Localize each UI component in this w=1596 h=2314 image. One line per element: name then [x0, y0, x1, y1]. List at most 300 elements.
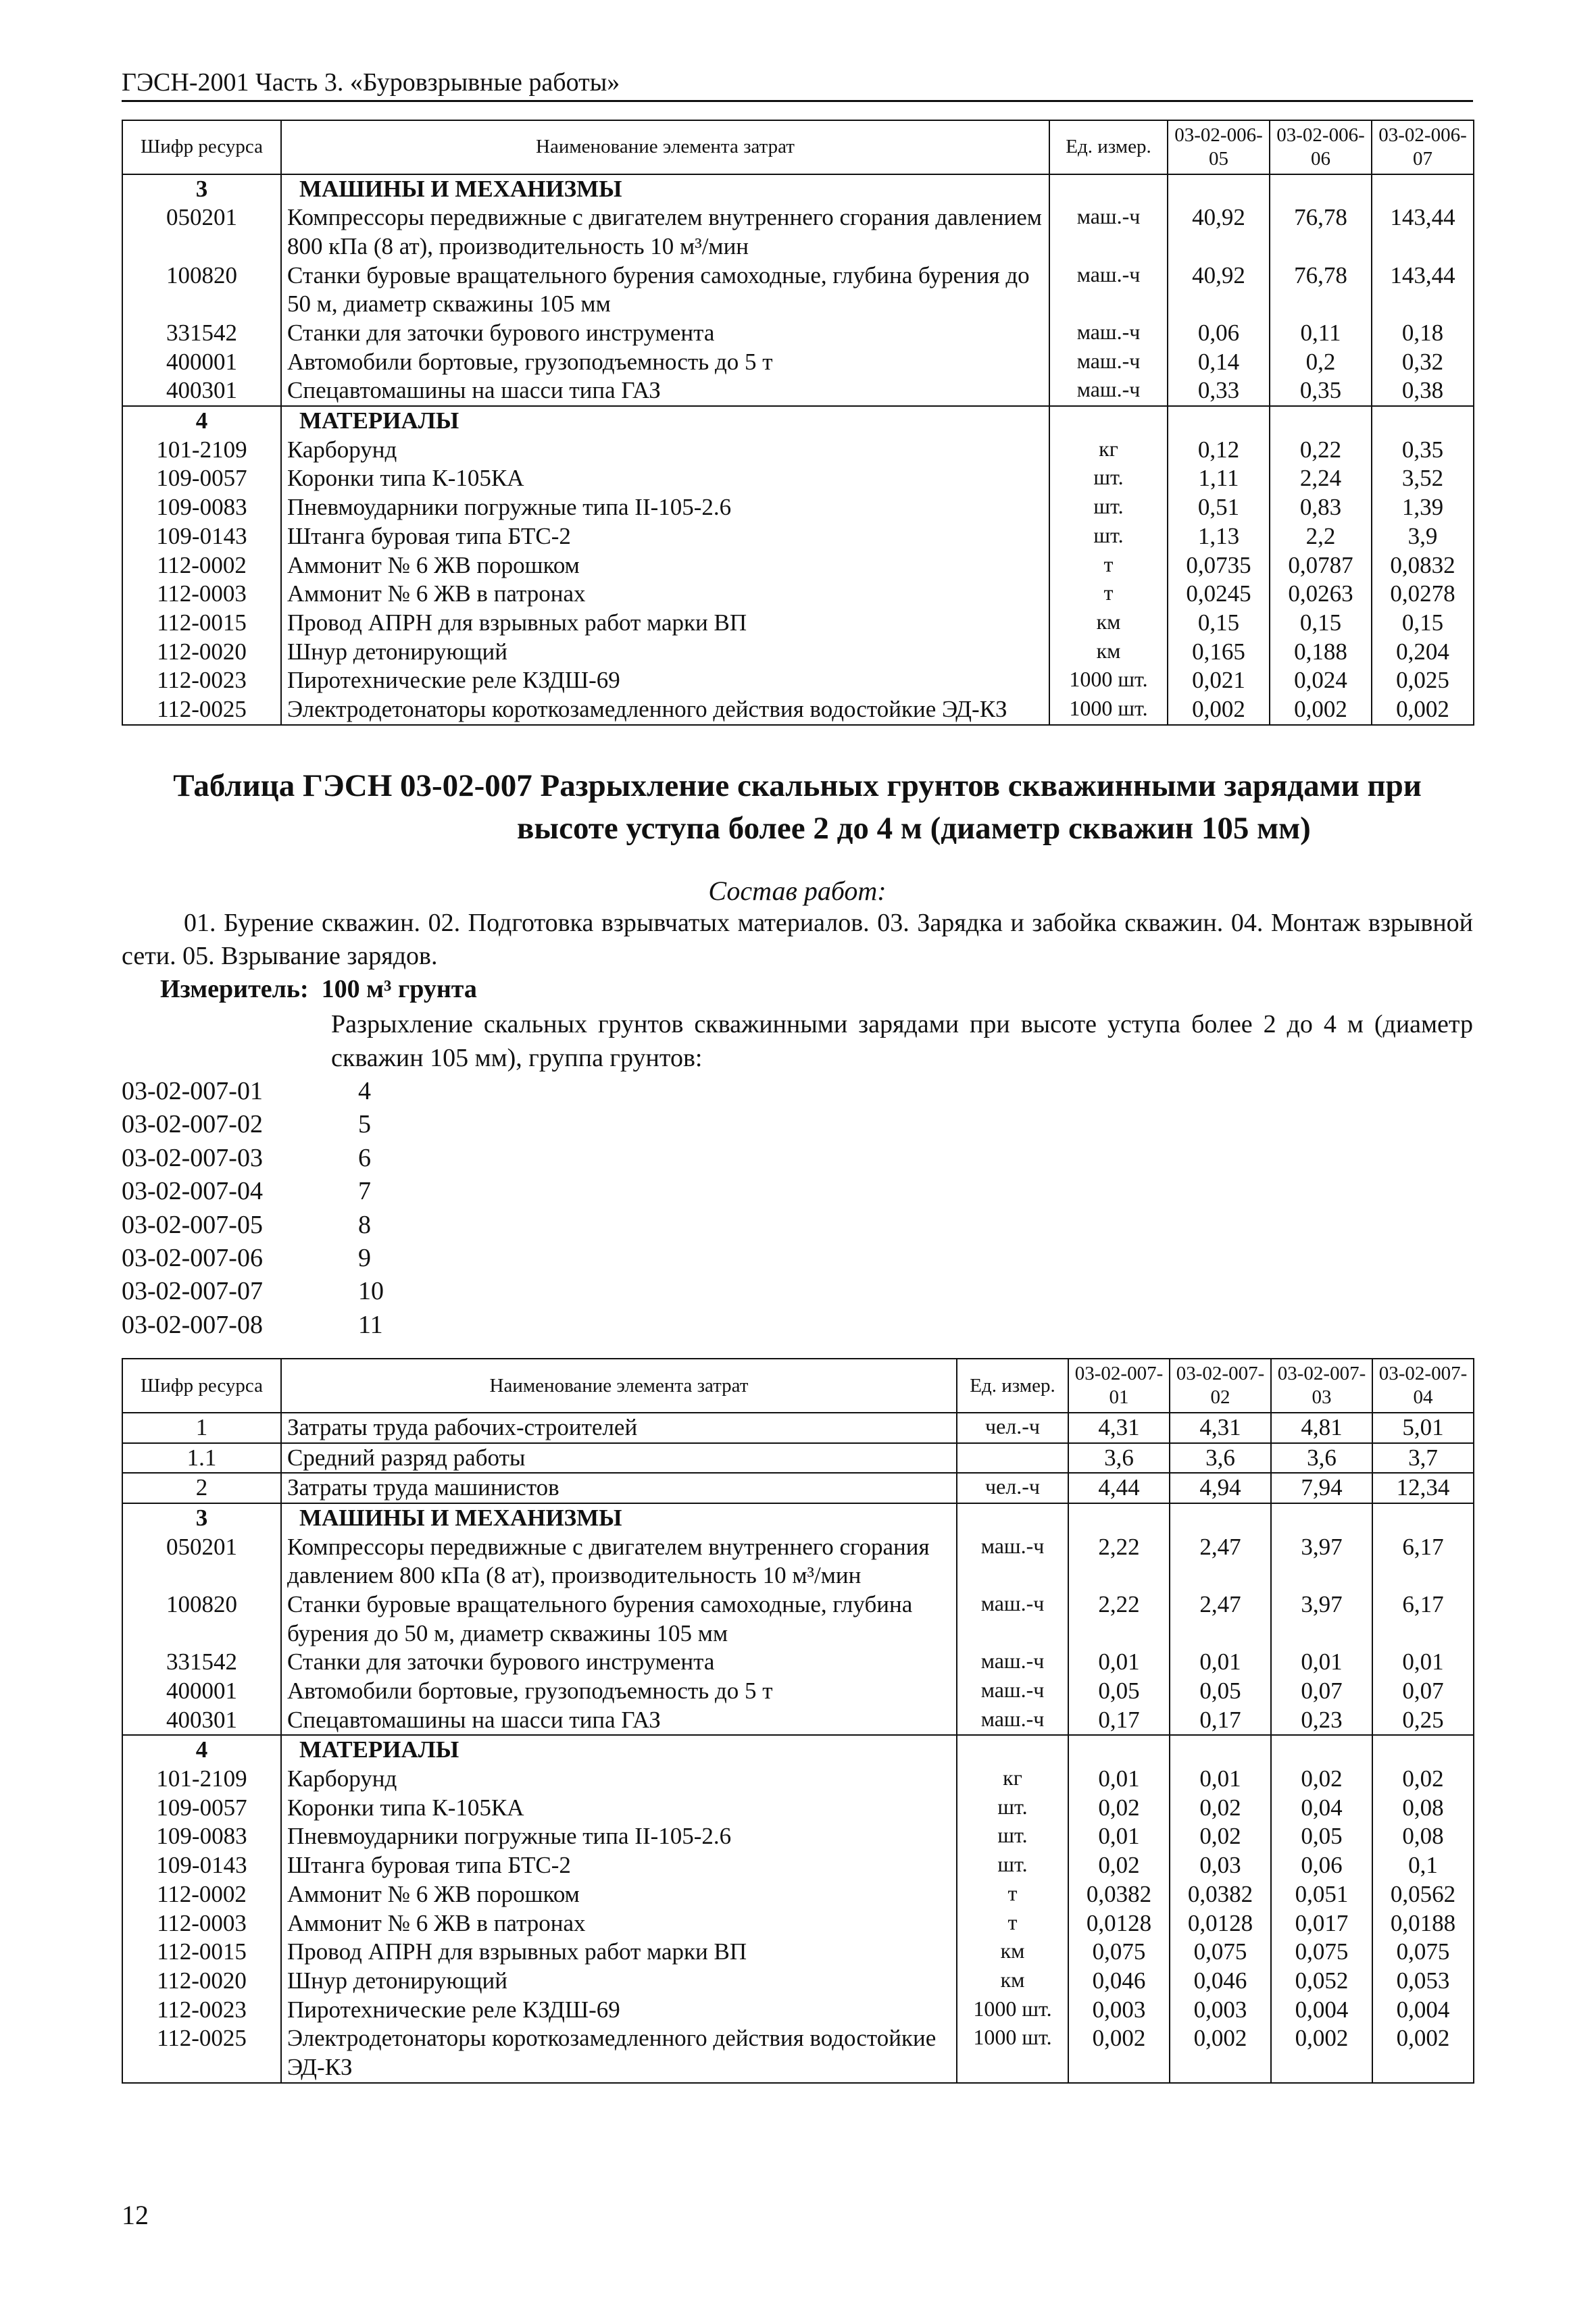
norm-value-3: 0,002 — [1372, 695, 1474, 725]
resource-unit: т — [1049, 580, 1168, 609]
resource-unit: км — [1049, 609, 1168, 638]
running-header: ГЭСН-2001 Часть 3. «Буровзрывные работы» — [122, 68, 1473, 102]
resource-unit: шт. — [957, 1851, 1068, 1880]
resource-code: 331542 — [122, 319, 281, 348]
norm-value-3: 0,02 — [1271, 1765, 1372, 1794]
section-code: 4 — [122, 1735, 281, 1765]
norm-value-3: 0,002 — [1271, 2024, 1372, 2082]
norm-code: 03-02-007-02 — [122, 1110, 263, 1139]
resource-code: 112-0023 — [122, 666, 281, 695]
resource-code: 109-0143 — [122, 522, 281, 551]
norm-value-1: 0,17 — [1068, 1706, 1170, 1736]
norm-value-3: 3,97 — [1271, 1533, 1372, 1590]
resource-unit: маш.-ч — [957, 1677, 1068, 1706]
resource-unit: км — [957, 1938, 1068, 1967]
norm-value-3: 0,0278 — [1372, 580, 1474, 609]
norm-value-1: 0,02 — [1068, 1794, 1170, 1823]
table-row — [122, 1938, 1474, 1967]
norm-code: 03-02-007-08 — [122, 1310, 263, 1339]
resource-name: Штанга буровая типа БТС-2 — [281, 1851, 957, 1880]
norm-value-2: 2,47 — [1170, 1533, 1271, 1590]
resource-name: Станки буровые вращательного бурения самоходные, глубина бурения до 50 м, диаметр скважины 105 мм — [281, 1590, 957, 1648]
norm-code-row — [122, 1142, 1473, 1175]
resource-name: Коронки типа К-105КА — [281, 464, 1049, 493]
norm-value-1: 0,01 — [1068, 1648, 1170, 1677]
resource-name: Карборунд — [281, 436, 1049, 465]
norm-value-1: 0,0382 — [1068, 1880, 1170, 1909]
soil-group: 8 — [358, 1210, 371, 1239]
table-row — [122, 551, 1474, 580]
norm-value-3: 0,18 — [1372, 319, 1474, 348]
norm-value-2: 0,0263 — [1270, 580, 1372, 609]
resource-name: Спецавтомашины на шасси типа ГАЗ — [281, 1706, 957, 1736]
resource-unit: маш.-ч — [1049, 376, 1168, 406]
col-header-norm-2: 03-02-006-06 — [1270, 120, 1372, 174]
resource-name: Шнур детонирующий — [281, 1967, 957, 1996]
resource-name: Станки для заточки бурового инструмента — [281, 1648, 957, 1677]
table-row — [122, 436, 1474, 465]
norm-value-3: 0,052 — [1271, 1967, 1372, 1996]
table-row — [122, 464, 1474, 493]
resource-code: 112-0003 — [122, 580, 281, 609]
norm-code-row — [122, 1309, 1473, 1342]
resource-code: 400301 — [122, 376, 281, 406]
norm-value-1: 0,165 — [1168, 638, 1270, 667]
norm-value-4: 0,004 — [1372, 1996, 1474, 2025]
resource-name: Автомобили бортовые, грузоподъемность до 5 т — [281, 1677, 957, 1706]
norm-code: 03-02-007-07 — [122, 1277, 263, 1306]
resource-unit: км — [1049, 638, 1168, 667]
norm-value-1: 0,05 — [1068, 1677, 1170, 1706]
norm-value-2: 0,05 — [1170, 1677, 1271, 1706]
norm-value-3: 143,44 — [1372, 261, 1474, 319]
norm-value-3: 0,075 — [1271, 1938, 1372, 1967]
col-header-name: Наименование элемента затрат — [281, 120, 1049, 174]
resource-name: Аммонит № 6 ЖВ порошком — [281, 1880, 957, 1909]
col-header-norm-3: 03-02-006-07 — [1372, 120, 1474, 174]
norm-value-1: 0,002 — [1068, 2024, 1170, 2082]
empty-cell — [1270, 174, 1372, 204]
section-title: МАШИНЫ И МЕХАНИЗМЫ — [281, 1503, 957, 1533]
norm-code: 03-02-007-01 — [122, 1077, 263, 1106]
resource-unit: маш.-ч — [957, 1648, 1068, 1677]
resource-code: 100820 — [122, 1590, 281, 1648]
col-header-norm-3: 03-02-007-03 — [1271, 1359, 1372, 1413]
resource-unit: т — [957, 1909, 1068, 1938]
resource-code: 101-2109 — [122, 436, 281, 465]
resource-code: 400001 — [122, 1677, 281, 1706]
resource-unit: кг — [1049, 436, 1168, 465]
norm-code-list — [122, 1075, 1473, 1342]
norm-value-1: 1,13 — [1168, 522, 1270, 551]
resource-code: 112-0023 — [122, 1996, 281, 2025]
resource-unit: шт. — [1049, 464, 1168, 493]
norm-value-1: 0,021 — [1168, 666, 1270, 695]
norm-value-1: 2,22 — [1068, 1533, 1170, 1590]
norm-value-1: 0,0245 — [1168, 580, 1270, 609]
table-row — [122, 493, 1474, 522]
resource-code: 400001 — [122, 348, 281, 377]
resource-unit: шт. — [957, 1822, 1068, 1851]
table-body — [122, 1413, 1474, 2083]
norm-value-2: 0,024 — [1270, 666, 1372, 695]
resource-name: Электродетонаторы короткозамедленного действия водостойкие ЭД-КЗ — [281, 2024, 957, 2082]
norm-value-2: 0,01 — [1170, 1765, 1271, 1794]
resource-code: 109-0057 — [122, 464, 281, 493]
resource-code: 112-0015 — [122, 1938, 281, 1967]
norm-value-2: 0,0128 — [1170, 1909, 1271, 1938]
empty-cell — [1372, 174, 1474, 204]
resource-name: Аммонит № 6 ЖВ в патронах — [281, 580, 1049, 609]
empty-cell — [1049, 406, 1168, 436]
norm-value-3: 0,38 — [1372, 376, 1474, 406]
resource-code: 050201 — [122, 203, 281, 261]
empty-cell — [957, 1735, 1068, 1765]
resource-unit: км — [957, 1967, 1068, 1996]
table-row — [122, 1533, 1474, 1590]
resource-name: Спецавтомашины на шасси типа ГАЗ — [281, 376, 1049, 406]
norm-value-4: 0,02 — [1372, 1765, 1474, 1794]
norm-value-1: 0,12 — [1168, 436, 1270, 465]
resource-unit: чел.-ч — [957, 1413, 1068, 1443]
norm-code-row — [122, 1275, 1473, 1308]
norm-value-2: 0,2 — [1270, 348, 1372, 377]
norm-value-4: 12,34 — [1372, 1473, 1474, 1503]
norm-value-1: 4,44 — [1068, 1473, 1170, 1503]
norm-value-4: 3,7 — [1372, 1443, 1474, 1474]
resource-code: 109-0057 — [122, 1794, 281, 1823]
resource-code: 100820 — [122, 261, 281, 319]
work-composition-heading: Состав работ: — [708, 875, 887, 906]
resource-unit: 1000 шт. — [1049, 666, 1168, 695]
norm-value-2: 0,003 — [1170, 1996, 1271, 2025]
norm-value-3: 0,017 — [1271, 1909, 1372, 1938]
table-row — [122, 203, 1474, 261]
resource-name: Аммонит № 6 ЖВ порошком — [281, 551, 1049, 580]
norm-value-2: 0,15 — [1270, 609, 1372, 638]
norm-value-3: 0,204 — [1372, 638, 1474, 667]
empty-cell — [957, 1503, 1068, 1533]
norm-value-1: 0,003 — [1068, 1996, 1170, 2025]
resource-code: 1 — [122, 1413, 281, 1443]
resource-name: Провод АПРН для взрывных работ марки ВП — [281, 1938, 957, 1967]
work-composition-text: 01. Бурение скважин. 02. Подготовка взрывчатых материалов. 03. Зарядка и забойка скважин. 04. Монтаж взрывной сети. 05. Взрывание зарядов. — [122, 908, 1473, 970]
resource-name: Карборунд — [281, 1765, 957, 1794]
resource-unit: 1000 шт. — [957, 1996, 1068, 2025]
section-code: 3 — [122, 174, 281, 204]
table-row — [122, 1967, 1474, 1996]
norm-value-2: 4,31 — [1170, 1413, 1271, 1443]
norm-code-row — [122, 1175, 1473, 1208]
norm-value-4: 0,07 — [1372, 1677, 1474, 1706]
norm-value-3: 0,004 — [1271, 1996, 1372, 2025]
norm-value-3: 0,07 — [1271, 1677, 1372, 1706]
section-title: МАШИНЫ И МЕХАНИЗМЫ — [281, 174, 1049, 204]
norm-value-3: 0,025 — [1372, 666, 1474, 695]
resource-name: Компрессоры передвижные с двигателем внутреннего сгорания давлением 800 кПа (8 ат), производительность 10 м³/мин — [281, 203, 1049, 261]
empty-cell — [1068, 1503, 1170, 1533]
norm-value-1: 2,22 — [1068, 1590, 1170, 1648]
table-row — [122, 261, 1474, 319]
table-row — [122, 1794, 1474, 1823]
resource-unit: 1000 шт. — [957, 2024, 1068, 2082]
empty-cell — [1170, 1503, 1271, 1533]
norm-value-2: 0,02 — [1170, 1822, 1271, 1851]
table-body — [122, 174, 1474, 725]
table-row — [122, 1909, 1474, 1938]
norm-code: 03-02-007-05 — [122, 1210, 263, 1239]
resource-name: Компрессоры передвижные с двигателем внутреннего сгорания давлением 800 кПа (8 ат), производительность 10 м³/мин — [281, 1533, 957, 1590]
empty-cell — [1372, 1503, 1474, 1533]
norm-value-2: 76,78 — [1270, 203, 1372, 261]
table-header-row — [122, 120, 1474, 174]
section-row — [122, 1735, 1474, 1765]
norm-value-3: 0,35 — [1372, 436, 1474, 465]
resource-name: Затраты труда рабочих-строителей — [281, 1413, 957, 1443]
table-row — [122, 638, 1474, 667]
resource-name: Аммонит № 6 ЖВ в патронах — [281, 1909, 957, 1938]
soil-group: 6 — [358, 1143, 371, 1172]
norm-value-1: 1,11 — [1168, 464, 1270, 493]
resource-name: Шнур детонирующий — [281, 638, 1049, 667]
measure-label: Измеритель: — [160, 975, 309, 1004]
table-row — [122, 319, 1474, 348]
resource-unit: маш.-ч — [1049, 261, 1168, 319]
norm-value-4: 0,0188 — [1372, 1909, 1474, 1938]
norm-value-1: 40,92 — [1168, 261, 1270, 319]
resource-unit: 1000 шт. — [1049, 695, 1168, 725]
norm-value-1: 0,51 — [1168, 493, 1270, 522]
norm-code: 03-02-007-03 — [122, 1143, 263, 1172]
section-row — [122, 406, 1474, 436]
norm-value-1: 0,01 — [1068, 1822, 1170, 1851]
resource-code: 112-0015 — [122, 609, 281, 638]
resource-code: 112-0020 — [122, 1967, 281, 1996]
norm-value-2: 0,17 — [1170, 1706, 1271, 1736]
resource-code: 112-0020 — [122, 638, 281, 667]
table-row — [122, 2024, 1474, 2082]
table-header-row — [122, 1359, 1474, 1413]
norm-value-3: 0,04 — [1271, 1794, 1372, 1823]
resource-name: Автомобили бортовые, грузоподъемность до 5 т — [281, 348, 1049, 377]
norm-value-3: 0,15 — [1372, 609, 1474, 638]
norm-value-1: 0,02 — [1068, 1851, 1170, 1880]
resource-code: 112-0003 — [122, 1909, 281, 1938]
table-row — [122, 1706, 1474, 1736]
norm-value-2: 0,11 — [1270, 319, 1372, 348]
resource-unit: т — [1049, 551, 1168, 580]
norm-value-2: 0,22 — [1270, 436, 1372, 465]
labor-row — [122, 1443, 1474, 1474]
norm-value-3: 0,32 — [1372, 348, 1474, 377]
table-row — [122, 1880, 1474, 1909]
norm-value-2: 0,03 — [1170, 1851, 1271, 1880]
norm-value-1: 0,06 — [1168, 319, 1270, 348]
norm-value-3: 0,0832 — [1372, 551, 1474, 580]
soil-group: 10 — [358, 1277, 384, 1306]
norm-value-2: 0,075 — [1170, 1938, 1271, 1967]
resource-unit: шт. — [957, 1794, 1068, 1823]
resource-code: 050201 — [122, 1533, 281, 1590]
table-title-line-2: высоте уступа более 2 до 4 м (диаметр скважин 105 мм) — [517, 811, 1311, 847]
table-title — [122, 765, 1473, 851]
norm-value-1: 0,15 — [1168, 609, 1270, 638]
resource-name: Пневмоударники погружные типа II-105-2.6 — [281, 1822, 957, 1851]
norm-value-1: 4,31 — [1068, 1413, 1170, 1443]
empty-cell — [1270, 406, 1372, 436]
norm-value-1: 3,6 — [1068, 1443, 1170, 1474]
resource-unit: чел.-ч — [957, 1473, 1068, 1503]
col-header-unit: Ед. измер. — [957, 1359, 1068, 1413]
norm-value-3: 3,9 — [1372, 522, 1474, 551]
table-row — [122, 695, 1474, 725]
section-row — [122, 1503, 1474, 1533]
empty-cell — [1271, 1735, 1372, 1765]
norm-value-2: 0,02 — [1170, 1794, 1271, 1823]
page-number: 12 — [122, 2200, 149, 2230]
norm-value-3: 0,01 — [1271, 1648, 1372, 1677]
resource-name: Провод АПРН для взрывных работ марки ВП — [281, 609, 1049, 638]
resource-name: Средний разряд работы — [281, 1443, 957, 1474]
page — [122, 68, 1473, 2084]
norm-value-4: 0,08 — [1372, 1822, 1474, 1851]
norm-value-4: 0,002 — [1372, 2024, 1474, 2082]
norm-value-1: 0,33 — [1168, 376, 1270, 406]
norm-value-2: 3,6 — [1170, 1443, 1271, 1474]
soil-group: 5 — [358, 1110, 371, 1139]
col-header-code: Шифр ресурса — [122, 120, 281, 174]
section-title: МАТЕРИАЛЫ — [281, 406, 1049, 436]
resource-code: 2 — [122, 1473, 281, 1503]
table-row — [122, 1765, 1474, 1794]
resource-name: Пиротехнические реле КЗДШ-69 — [281, 666, 1049, 695]
norm-value-3: 4,81 — [1271, 1413, 1372, 1443]
soil-group: 11 — [358, 1310, 383, 1339]
norm-value-3: 0,05 — [1271, 1822, 1372, 1851]
resource-code: 112-0002 — [122, 551, 281, 580]
norm-value-4: 0,01 — [1372, 1648, 1474, 1677]
norm-value-3: 7,94 — [1271, 1473, 1372, 1503]
empty-cell — [1271, 1503, 1372, 1533]
resource-unit: шт. — [1049, 522, 1168, 551]
resource-name: Электродетонаторы короткозамедленного действия водостойкие ЭД-КЗ — [281, 695, 1049, 725]
norm-value-2: 4,94 — [1170, 1473, 1271, 1503]
norm-value-2: 0,046 — [1170, 1967, 1271, 1996]
norm-code-row — [122, 1242, 1473, 1275]
norm-value-4: 0,08 — [1372, 1794, 1474, 1823]
resource-unit: т — [957, 1880, 1068, 1909]
resource-name: Пиротехнические реле КЗДШ-69 — [281, 1996, 957, 2025]
norm-value-1: 0,002 — [1168, 695, 1270, 725]
norm-value-4: 5,01 — [1372, 1413, 1474, 1443]
resource-code: 112-0002 — [122, 1880, 281, 1909]
norm-value-2: 0,01 — [1170, 1648, 1271, 1677]
norm-value-2: 0,0787 — [1270, 551, 1372, 580]
norm-value-3: 0,23 — [1271, 1706, 1372, 1736]
empty-cell — [1170, 1735, 1271, 1765]
norm-value-4: 0,1 — [1372, 1851, 1474, 1880]
norm-code: 03-02-007-04 — [122, 1177, 263, 1206]
table-row — [122, 666, 1474, 695]
resource-table-03-02-006 — [122, 120, 1474, 726]
resource-name: Затраты труда машинистов — [281, 1473, 957, 1503]
resource-unit — [957, 1443, 1068, 1474]
section-title: МАТЕРИАЛЫ — [281, 1735, 957, 1765]
norm-value-2: 0,188 — [1270, 638, 1372, 667]
norm-value-2: 2,47 — [1170, 1590, 1271, 1648]
resource-unit: маш.-ч — [1049, 203, 1168, 261]
col-header-norm-2: 03-02-007-02 — [1170, 1359, 1271, 1413]
resource-code: 109-0083 — [122, 1822, 281, 1851]
norm-value-2: 2,2 — [1270, 522, 1372, 551]
resource-code: 109-0083 — [122, 493, 281, 522]
measure-value: 100 м³ грунта — [321, 975, 477, 1004]
norm-value-4: 0,075 — [1372, 1938, 1474, 1967]
norm-code-row — [122, 1075, 1473, 1108]
norm-value-4: 0,25 — [1372, 1706, 1474, 1736]
resource-name: Станки буровые вращательного бурения самоходные, глубина бурения до 50 м, диаметр скважины 105 мм — [281, 261, 1049, 319]
section-row — [122, 174, 1474, 204]
labor-row — [122, 1473, 1474, 1503]
resource-code: 101-2109 — [122, 1765, 281, 1794]
resource-unit: маш.-ч — [957, 1533, 1068, 1590]
resource-name: Станки для заточки бурового инструмента — [281, 319, 1049, 348]
empty-cell — [1168, 174, 1270, 204]
norm-code: 03-02-007-06 — [122, 1244, 263, 1273]
norm-value-3: 0,051 — [1271, 1880, 1372, 1909]
section-code: 3 — [122, 1503, 281, 1533]
empty-cell — [1372, 406, 1474, 436]
norm-code-row — [122, 1209, 1473, 1242]
norm-value-2: 0,35 — [1270, 376, 1372, 406]
resource-code: 112-0025 — [122, 695, 281, 725]
col-header-code: Шифр ресурса — [122, 1359, 281, 1413]
norm-value-1: 0,0128 — [1068, 1909, 1170, 1938]
resource-name: Коронки типа К-105КА — [281, 1794, 957, 1823]
empty-cell — [1068, 1735, 1170, 1765]
norm-value-4: 0,0562 — [1372, 1880, 1474, 1909]
empty-cell — [1049, 174, 1168, 204]
norm-value-2: 0,002 — [1170, 2024, 1271, 2082]
norm-value-2: 0,002 — [1270, 695, 1372, 725]
resource-unit: маш.-ч — [957, 1590, 1068, 1648]
norm-value-4: 6,17 — [1372, 1533, 1474, 1590]
resource-unit: маш.-ч — [957, 1706, 1068, 1736]
norm-value-3: 1,39 — [1372, 493, 1474, 522]
norm-value-1: 0,075 — [1068, 1938, 1170, 1967]
empty-cell — [1372, 1735, 1474, 1765]
norm-value-4: 0,053 — [1372, 1967, 1474, 1996]
table-row — [122, 1677, 1474, 1706]
table-row — [122, 580, 1474, 609]
norm-value-3: 3,6 — [1271, 1443, 1372, 1474]
resource-unit: маш.-ч — [1049, 348, 1168, 377]
norm-value-2: 2,24 — [1270, 464, 1372, 493]
resource-table-03-02-007 — [122, 1358, 1474, 2083]
resource-unit: маш.-ч — [1049, 319, 1168, 348]
soil-group: 4 — [358, 1077, 371, 1106]
norm-value-2: 0,83 — [1270, 493, 1372, 522]
norm-value-1: 40,92 — [1168, 203, 1270, 261]
col-header-norm-1: 03-02-006-05 — [1168, 120, 1270, 174]
norm-value-1: 0,01 — [1068, 1765, 1170, 1794]
labor-row — [122, 1413, 1474, 1443]
resource-code: 400301 — [122, 1706, 281, 1736]
section-code: 4 — [122, 406, 281, 436]
col-header-norm-1: 03-02-007-01 — [1068, 1359, 1170, 1413]
table-row — [122, 1851, 1474, 1880]
soil-group: 9 — [358, 1244, 371, 1273]
